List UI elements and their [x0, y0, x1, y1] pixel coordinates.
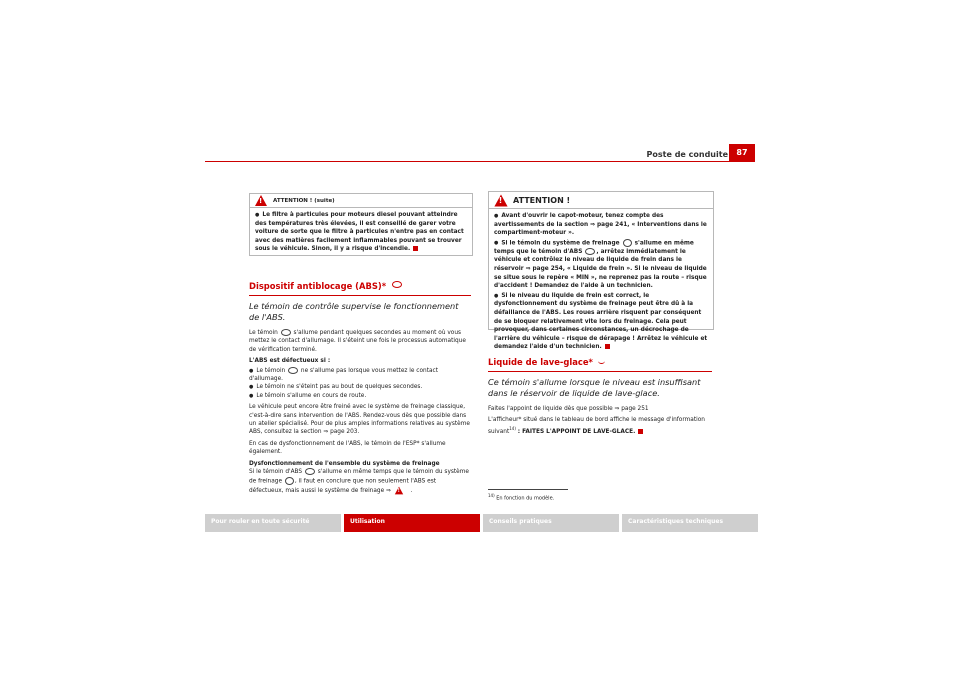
- abs-icon: [281, 329, 291, 336]
- abs-bullet-3-text: Le témoin s'allume en cours de route.: [256, 392, 367, 399]
- footnote-rule: [488, 489, 568, 490]
- abs-section-heading: [249, 274, 471, 293]
- tab-safety[interactable]: Pour rouler en toute sécurité: [205, 514, 341, 532]
- abs-warning-icon: [392, 281, 402, 288]
- washer-section-body: [488, 405, 712, 436]
- footnote-ref[interactable]: 14): [509, 425, 516, 431]
- washer-section-heading: [488, 350, 712, 369]
- warning-item-2-b: s'allume en même temps que le témoin d'ABS: [494, 240, 694, 255]
- abs-section-rule: [249, 295, 471, 296]
- washer-paragraph-2-a: L'afficheur* situé dans le tableau de bord affiche le message d'information suivant: [488, 417, 705, 435]
- abs-dysf-heading: Dysfonctionnement de l'ensemble du système de freinage: [249, 460, 440, 467]
- abs-intro-a: Le témoin: [249, 330, 278, 336]
- page-number: 87: [729, 144, 755, 161]
- washer-section: [488, 350, 712, 439]
- washer-paragraph-1: Faites l'appoint de liquide dès que possible ⇒ page 251: [488, 406, 649, 412]
- warning-item-3-text: Si le niveau du liquide de frein est correct, le dysfonctionnement du système de freinage peut être dû à la défaillance de l'ABS. Les roues arrière risquent par conséquent de se bloquer relativement vite lors du freinage. Cela peut provoquer, dans certaines circonstances, un décrochage de l'arrière du véhicule – risque de dérapage ! Arrêtez le véhicule et demandez l'aide d'un technicien.: [494, 292, 708, 351]
- footnote-marker: 14): [488, 493, 495, 498]
- warning-item-2: [494, 239, 708, 291]
- washer-fluid-icon: [598, 358, 605, 364]
- warning-continued-box: [249, 193, 473, 256]
- abs-icon: [305, 468, 315, 475]
- warning-item-2-c: , arrêtez immédiatement le véhicule et contrôlez le niveau de liquide de frein dans le réservoir ⇒ page 254, « Liquide de frein ». Si le niveau de liquide se situe sous le repère « MIN », ne reprenez pas la route – risque d'accident ! Demandez de l'aide à un technicien.: [494, 248, 707, 290]
- brake-warning-icon: [623, 239, 632, 247]
- warning-triangle-icon: [395, 487, 403, 495]
- abs-defect-heading: L'ABS est défectueux si :: [249, 358, 331, 365]
- abs-bullet-1-a: Le témoin: [256, 367, 286, 374]
- abs-braking-paragraph: Le véhicule peut encore être freiné avec le système de freinage classique, c'est-à-dire sans intervention de l'ABS. Rendez-vous dès que possible dans un atelier spécialisé. Pour de plus amples informations relatives au système ABS, consultez la section ⇒ page 203.: [249, 404, 470, 436]
- abs-intro-b: s'allume pendant quelques secondes au moment où vous mettez le contact d'allumage. Il s'éteint une fois le processus automatique de vérification terminé.: [249, 330, 466, 353]
- header-rule: [205, 161, 755, 162]
- washer-section-subtitle: Ce témoin s'allume lorsque le niveau est insuffisant dans le réservoir de liquide de lave-glace.: [488, 377, 701, 398]
- warning-box: [488, 191, 714, 351]
- brake-warning-icon: [285, 477, 294, 485]
- warning-item-1: [494, 212, 708, 238]
- abs-icon: [288, 367, 298, 374]
- abs-esp-paragraph: En cas de dysfonctionnement de l'ABS, le témoin de l'ESP* s'allume également.: [249, 440, 446, 456]
- warning-body: [489, 209, 713, 357]
- abs-section-subtitle: Le témoin de contrôle supervise le fonctionnement de l'ABS.: [249, 301, 459, 322]
- tab-operation[interactable]: Utilisation: [344, 514, 480, 532]
- abs-bullet-3: [249, 392, 471, 400]
- warning-continued-header: [250, 194, 472, 208]
- abs-bullet-2-text: Le témoin ne s'éteint pas au bout de quelques secondes.: [256, 384, 423, 391]
- abs-icon: [585, 248, 595, 255]
- footnote-text: En fonction du modèle.: [496, 495, 555, 502]
- abs-dysf-b: s'allume en même temps que le témoin du système de freinage: [249, 469, 469, 484]
- end-marker-icon: [413, 246, 418, 251]
- abs-bullet-2: [249, 383, 471, 391]
- abs-section: [249, 274, 471, 499]
- warning-continued-title: ATTENTION ! (suite): [273, 197, 335, 204]
- warning-header: [489, 192, 713, 209]
- washer-section-title: Liquide de lave-glace*: [488, 357, 593, 367]
- abs-dysf-a: Si le témoin d'ABS: [249, 469, 303, 476]
- warning-triangle-icon: [255, 195, 267, 206]
- warning-item-1-text: Avant d'ouvrir le capot-moteur, tenez compte des avertissements de la section ⇒ page 241, « Interventions dans le compartiment-moteur ».: [494, 213, 707, 237]
- abs-bullet-1: [249, 367, 471, 384]
- warning-continued-text: Le filtre à particules pour moteurs diesel pouvant atteindre des températures très élevées, il est conseillé de garer votre voiture de sorte que le filtre à particules n'entre pas en contact avec des matières facilement inflammables pouvant se trouver sous le véhicule. Sinon, il y a risque d'incendie.: [255, 212, 464, 253]
- washer-section-rule: [488, 371, 712, 372]
- tab-technical-specs[interactable]: Caractéristiques techniques: [622, 514, 758, 532]
- warning-item-3: [494, 292, 708, 352]
- warning-continued-body: [250, 208, 472, 259]
- abs-intro-paragraph: [249, 329, 471, 354]
- footer-nav: [205, 514, 758, 532]
- end-marker-icon: [605, 344, 610, 349]
- washer-paragraph-2: [488, 416, 712, 436]
- washer-message: : FAITES L'APPOINT DE LAVE-GLACE.: [517, 428, 636, 435]
- abs-section-title: Dispositif antiblocage (ABS)*: [249, 281, 387, 291]
- warning-triangle-icon: [494, 194, 507, 206]
- tab-practical-tips[interactable]: Conseils pratiques: [483, 514, 619, 532]
- footnote: [488, 493, 554, 502]
- abs-section-body: [249, 329, 471, 496]
- abs-bullet-1-b: ne s'allume pas lorsque vous mettez le contact d'allumage.: [249, 367, 438, 383]
- end-marker-icon: [638, 429, 643, 434]
- abs-dysf-paragraph: Si le témoin d'ABS s'allume en même temps que le témoin du système de freinage , il faut en conclure que non seulement l'ABS est défectueux, mais aussi le système de freinage ⇒ ! .: [249, 468, 471, 496]
- warning-item-2-a: Si le témoin du système de freinage: [501, 240, 620, 247]
- abs-dysf-c: , il faut en conclure que non seulement l'ABS est défectueux, mais aussi le système de freinage ⇒: [249, 478, 437, 495]
- page-header-title: Poste de conduite: [646, 150, 728, 159]
- warning-title: ATTENTION !: [513, 195, 571, 205]
